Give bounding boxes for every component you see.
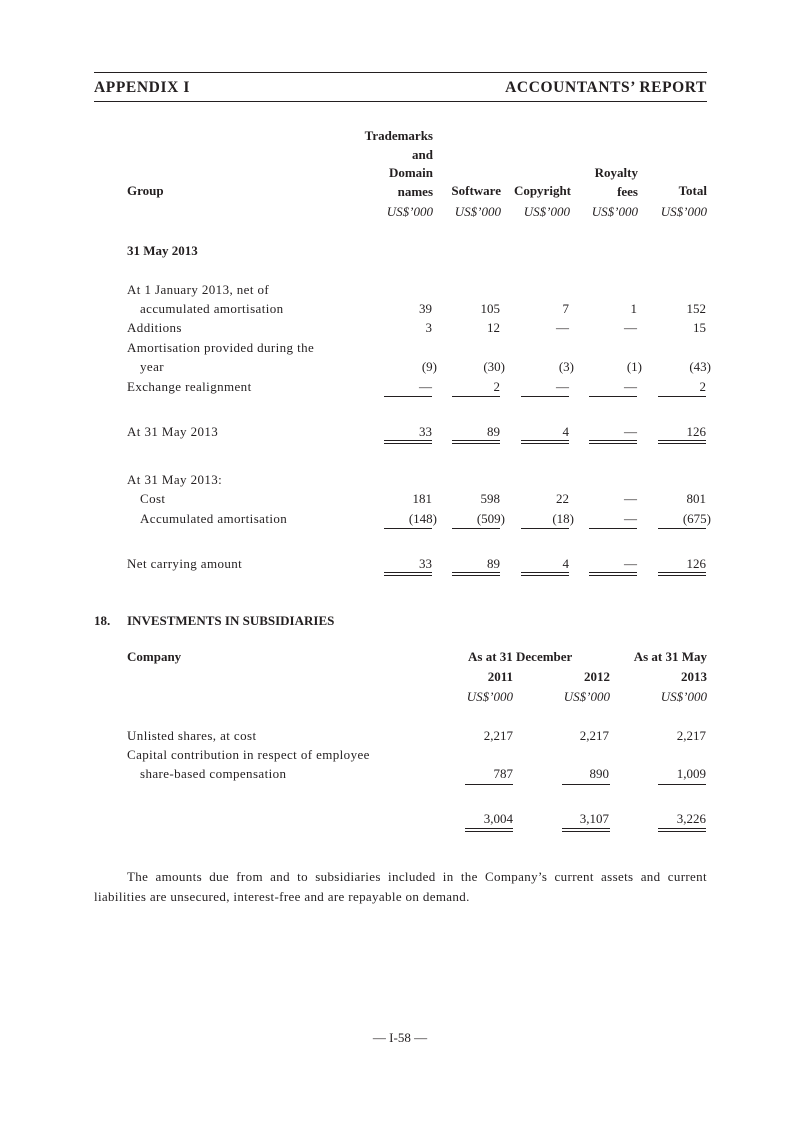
cell-value: (43)	[689, 359, 711, 374]
group-title: Group	[127, 183, 164, 198]
cell-value: 12	[487, 320, 500, 335]
cell-value: 15	[693, 320, 706, 335]
total-value: 3,107	[579, 811, 609, 826]
section-number: 18.	[94, 613, 111, 628]
row-label-exchange: Exchange realignment	[127, 379, 252, 394]
unit-label: US$’000	[523, 204, 570, 219]
total-double-rule	[521, 440, 569, 444]
cell-value: —	[419, 379, 432, 394]
row-label-additions: Additions	[127, 320, 182, 335]
subtotal-rule	[465, 784, 513, 785]
total-value: 3,226	[676, 811, 706, 826]
cell-value: 7	[562, 301, 569, 316]
total-double-rule	[658, 440, 706, 444]
col-group-may: As at 31 May	[633, 649, 707, 664]
cell-value: (1)	[626, 359, 642, 374]
total-double-rule	[589, 440, 637, 444]
cell-value: —	[624, 491, 637, 506]
header-bottom-rule	[94, 101, 707, 102]
cell-value: —	[556, 379, 569, 394]
cell-value: (3)	[558, 359, 574, 374]
cell-value: 890	[589, 766, 609, 781]
cell-value: 89	[487, 424, 500, 439]
cell-value: —	[556, 320, 569, 335]
cell-value: 33	[419, 424, 432, 439]
col-header-software: Software	[451, 183, 501, 198]
row-label-at-date: At 31 May 2013:	[127, 472, 223, 487]
unit-label: US$’000	[660, 689, 707, 704]
cell-value: 801	[686, 491, 706, 506]
row-label-opening-cont: accumulated amortisation	[140, 301, 284, 316]
cell-value: 598	[480, 491, 500, 506]
cell-value: 3	[425, 320, 432, 335]
total-double-rule	[521, 572, 569, 576]
subtotal-rule	[658, 528, 706, 529]
total-double-rule	[452, 440, 500, 444]
cell-value: 33	[419, 556, 432, 571]
cell-value: (509)	[476, 511, 505, 526]
year-header: 2013	[681, 669, 707, 684]
cell-value: —	[624, 511, 637, 526]
note-paragraph: The amounts due from and to subsidiaries included in the Company’s current assets and current liabilities are unsecured, interest-free and are repayable on demand.	[94, 869, 707, 904]
cell-value: (148)	[408, 511, 437, 526]
year-header: 2012	[584, 669, 610, 684]
col-header-royalty: Royalty fees	[594, 165, 638, 199]
period-heading: 31 May 2013	[127, 243, 198, 258]
subtotal-rule	[452, 528, 500, 529]
row-label-capital-contribution: Capital contribution in respect of employee	[127, 747, 370, 762]
cell-value: (9)	[421, 359, 437, 374]
col-header-copyright: Copyright	[513, 183, 571, 198]
subtotal-rule	[452, 396, 500, 397]
page-number: — I-58 —	[372, 1030, 428, 1045]
col-header-trademarks: Trademarks and Domain names	[364, 128, 433, 200]
subtotal-rule	[384, 528, 432, 529]
total-double-rule	[589, 572, 637, 576]
subtotal-rule	[521, 396, 569, 397]
cell-value: 152	[686, 301, 706, 316]
row-label-closing: At 31 May 2013	[127, 424, 219, 439]
cell-value: 89	[487, 556, 500, 571]
subtotal-rule	[658, 396, 706, 397]
cell-value: 4	[562, 424, 569, 439]
row-label-amortisation: Amortisation provided during the	[127, 340, 315, 355]
cell-value: 1,009	[676, 766, 706, 781]
header-top-rule	[94, 72, 707, 73]
cell-value: —	[624, 424, 637, 439]
unit-label: US$’000	[454, 204, 501, 219]
total-double-rule	[658, 572, 706, 576]
subtotal-rule	[589, 528, 637, 529]
subtotal-rule	[562, 784, 610, 785]
cell-value: —	[624, 556, 637, 571]
subtotal-rule	[589, 396, 637, 397]
cell-value: 126	[686, 556, 706, 571]
subtotal-rule	[521, 528, 569, 529]
row-label-cost: Cost	[140, 491, 166, 506]
cell-value: 2	[493, 379, 500, 394]
cell-value: 22	[556, 491, 569, 506]
cell-value: 2,217	[483, 728, 513, 743]
cell-value: 39	[419, 301, 432, 316]
row-label-capital-contribution-cont: share-based compensation	[140, 766, 287, 781]
cell-value: (18)	[552, 511, 574, 526]
total-double-rule	[562, 828, 610, 832]
unit-label: US$’000	[660, 204, 707, 219]
col-header-total: Total	[678, 183, 707, 198]
col-group-december: As at 31 December	[468, 649, 573, 664]
cell-value: 2	[699, 379, 706, 394]
year-header: 2011	[487, 669, 513, 684]
cell-value: 2,217	[579, 728, 609, 743]
section-title: INVESTMENTS IN SUBSIDIARIES	[127, 613, 335, 628]
cell-value: 105	[480, 301, 500, 316]
cell-value: 181	[412, 491, 432, 506]
company-label: Company	[127, 649, 182, 664]
unit-label: US$’000	[591, 204, 638, 219]
appendix-label: APPENDIX I	[94, 79, 190, 96]
subtotal-rule	[384, 396, 432, 397]
total-double-rule	[658, 828, 706, 832]
total-value: 3,004	[483, 811, 513, 826]
cell-value: 126	[686, 424, 706, 439]
total-double-rule	[465, 828, 513, 832]
unit-label: US$’000	[386, 204, 433, 219]
subtotal-rule	[658, 784, 706, 785]
cell-value: 787	[493, 766, 513, 781]
cell-value: 2,217	[676, 728, 706, 743]
cell-value: —	[624, 320, 637, 335]
row-label-opening: At 1 January 2013, net of	[127, 282, 270, 297]
total-double-rule	[384, 572, 432, 576]
row-label-accumulated-amortisation: Accumulated amortisation	[140, 511, 288, 526]
row-label-net-carrying: Net carrying amount	[127, 556, 243, 571]
unit-label: US$’000	[563, 689, 610, 704]
cell-value: 4	[562, 556, 569, 571]
unit-label: US$’000	[466, 689, 513, 704]
total-double-rule	[452, 572, 500, 576]
row-label-amortisation-cont: year	[140, 359, 164, 374]
cell-value: (30)	[483, 359, 505, 374]
cell-value: —	[624, 379, 637, 394]
total-double-rule	[384, 440, 432, 444]
report-title: ACCOUNTANTS’ REPORT	[505, 79, 707, 96]
cell-value: 1	[630, 301, 637, 316]
cell-value: (675)	[682, 511, 711, 526]
row-label-unlisted-shares: Unlisted shares, at cost	[127, 728, 257, 743]
